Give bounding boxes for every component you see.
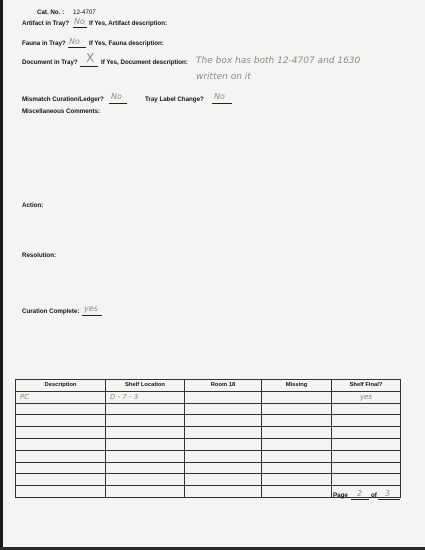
cell-text: yes xyxy=(359,393,373,402)
table-cell-description[interactable] xyxy=(16,486,106,498)
table-cell-missing[interactable] xyxy=(262,391,332,403)
table-cell-room-18[interactable] xyxy=(185,415,262,427)
table-cell-room-18[interactable] xyxy=(185,474,262,486)
document-description-line-2[interactable]: written on it xyxy=(196,72,251,82)
table-cell-shelf-final[interactable] xyxy=(332,415,401,427)
table-row xyxy=(16,462,401,474)
mismatch-label: Mismatch Curation/Ledger? xyxy=(22,96,104,103)
table-cell-description[interactable] xyxy=(16,391,106,403)
page-label: Page xyxy=(333,492,348,499)
page-total-underline xyxy=(378,499,400,500)
page-of-label: of xyxy=(371,492,377,499)
table-cell-missing[interactable] xyxy=(262,438,332,450)
cat-no-label: Cat. No. : xyxy=(37,9,65,16)
table-cell-shelf-location[interactable] xyxy=(106,450,185,462)
table-cell-description[interactable] xyxy=(16,438,106,450)
table-row xyxy=(16,474,401,486)
table-cell-room-18[interactable] xyxy=(185,462,262,474)
table-cell-shelf-location[interactable] xyxy=(106,462,185,474)
table-cell-shelf-location[interactable] xyxy=(106,427,185,439)
miscellaneous-comments-label: Miscellaneous Comments: xyxy=(22,108,101,115)
tray-label-change-value[interactable]: No xyxy=(214,92,225,101)
column-header-shelf-location: Shelf Location xyxy=(106,380,185,392)
action-label: Action: xyxy=(22,202,44,209)
table-cell-room-18[interactable] xyxy=(185,438,262,450)
document-value[interactable]: X xyxy=(86,51,95,65)
artifact-label: Artifact in Tray? xyxy=(22,20,70,27)
scan-edge xyxy=(0,0,3,550)
resolution-label: Resolution: xyxy=(22,252,57,259)
table-cell-missing[interactable] xyxy=(262,415,332,427)
table-cell-shelf-final[interactable] xyxy=(332,438,401,450)
table-row xyxy=(16,438,401,450)
table-cell-description[interactable] xyxy=(16,427,106,439)
table-cell-missing[interactable] xyxy=(262,486,332,498)
page-total: 3 xyxy=(385,489,391,498)
table-cell-shelf-location[interactable] xyxy=(106,415,185,427)
table-cell-shelf-location[interactable] xyxy=(106,474,185,486)
table-cell-shelf-location[interactable] xyxy=(106,438,185,450)
inventory-table xyxy=(15,379,401,498)
table-cell-shelf-final[interactable] xyxy=(332,427,401,439)
table-cell-shelf-location[interactable] xyxy=(106,391,185,403)
fauna-underline xyxy=(68,47,86,48)
table-cell-missing[interactable] xyxy=(262,403,332,415)
fauna-value[interactable]: No xyxy=(69,37,80,46)
table-cell-missing[interactable] xyxy=(262,474,332,486)
artifact-description-label: If Yes, Artifact description: xyxy=(89,20,168,27)
table-cell-shelf-final[interactable] xyxy=(332,450,401,462)
table-row xyxy=(16,450,401,462)
table-header-row xyxy=(16,380,401,392)
table-cell-missing[interactable] xyxy=(262,462,332,474)
table-row xyxy=(16,427,401,439)
tray-label-change-label: Tray Label Change? xyxy=(145,96,204,103)
column-header-room-18: Room 18 xyxy=(185,380,262,392)
mismatch-value[interactable]: No xyxy=(111,92,122,101)
table-cell-shelf-location[interactable] xyxy=(106,486,185,498)
table-cell-description[interactable] xyxy=(16,403,106,415)
page-current: 2 xyxy=(357,489,363,498)
table-row xyxy=(16,415,401,427)
artifact-value[interactable]: No xyxy=(74,17,85,26)
column-header-missing: Missing xyxy=(262,380,332,392)
column-header-description: Description xyxy=(16,380,106,392)
table-cell-shelf-final[interactable] xyxy=(332,391,401,403)
mismatch-underline xyxy=(109,103,127,104)
table-cell-missing[interactable] xyxy=(262,450,332,462)
table-cell-missing[interactable] xyxy=(262,427,332,439)
table-cell-description[interactable] xyxy=(16,415,106,427)
cell-text: PC xyxy=(20,393,30,402)
cell-text: D - 7 - 3 xyxy=(110,393,139,402)
table-cell-room-18[interactable] xyxy=(185,427,262,439)
document-description-line-1[interactable]: The box has both 12-4707 and 1630 xyxy=(196,56,361,66)
cat-no-value: 12-4707 xyxy=(73,9,96,16)
table-cell-room-18[interactable] xyxy=(185,450,262,462)
table-cell-shelf-final[interactable] xyxy=(332,462,401,474)
curation-complete-value[interactable]: yes xyxy=(84,304,98,313)
curation-complete-label: Curation Complete: xyxy=(22,308,80,315)
document-description-label: If Yes, Document description: xyxy=(101,59,188,66)
table-cell-room-18[interactable] xyxy=(185,403,262,415)
table-cell-description[interactable] xyxy=(16,450,106,462)
table-row xyxy=(16,391,401,403)
document-label: Document in Tray? xyxy=(22,59,78,66)
fauna-label: Fauna in Tray? xyxy=(22,40,66,47)
table-cell-shelf-final[interactable] xyxy=(332,474,401,486)
table-row xyxy=(16,403,401,415)
table-cell-room-18[interactable] xyxy=(185,391,262,403)
page-current-underline xyxy=(351,499,369,500)
table-cell-shelf-location[interactable] xyxy=(106,403,185,415)
artifact-underline xyxy=(73,27,87,28)
table-cell-description[interactable] xyxy=(16,462,106,474)
table-cell-shelf-final[interactable] xyxy=(332,403,401,415)
tray-label-change-underline xyxy=(212,103,232,104)
fauna-description-label: If Yes, Fauna description: xyxy=(89,40,164,47)
table-cell-description[interactable] xyxy=(16,474,106,486)
curation-complete-underline xyxy=(82,315,102,316)
column-header-shelf-final: Shelf Final? xyxy=(332,380,401,392)
table-cell-room-18[interactable] xyxy=(185,486,262,498)
document-underline xyxy=(80,66,98,67)
